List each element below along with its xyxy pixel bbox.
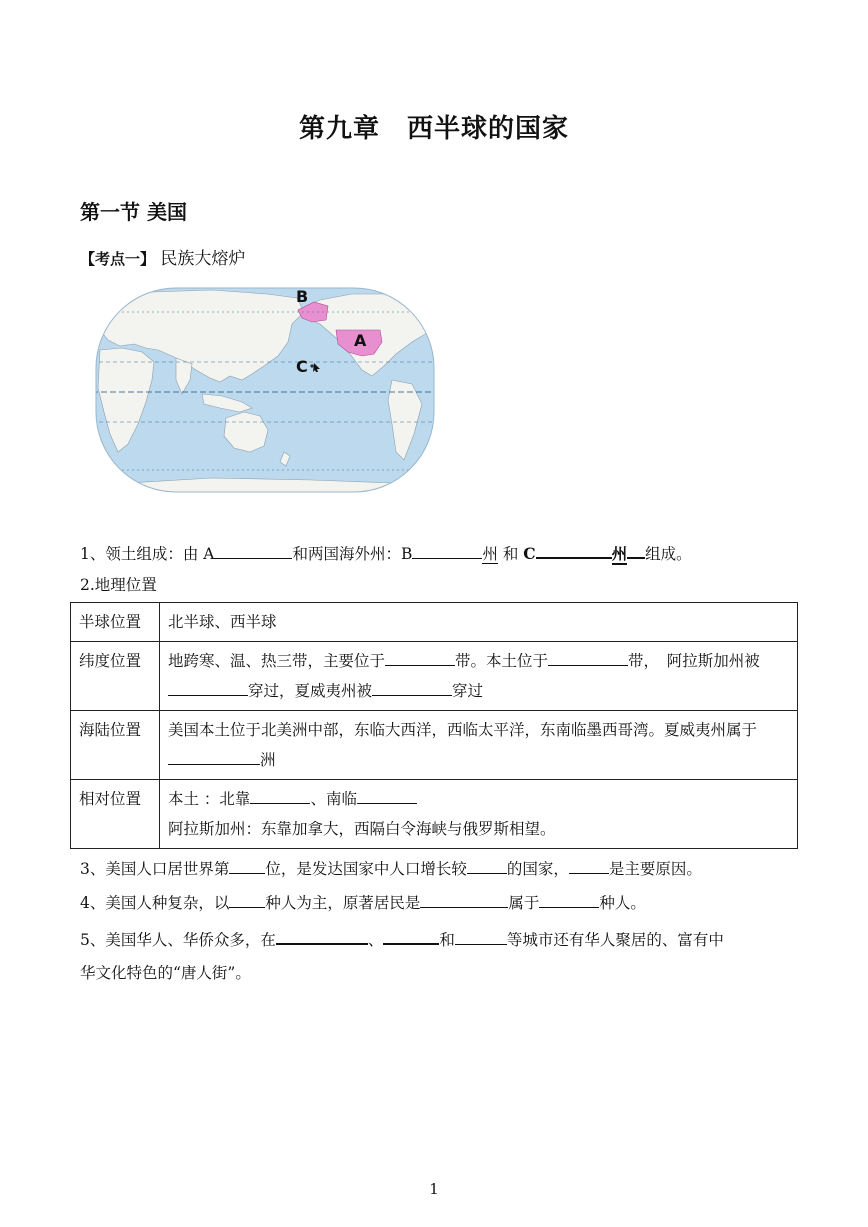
- hawaii-marker: [310, 364, 313, 367]
- answer-blank[interactable]: [455, 927, 507, 945]
- section-heading: 第一节 美国: [80, 200, 187, 224]
- page-title: 第九章 西半球的国家: [298, 114, 569, 144]
- exam-point-heading: [80, 244, 245, 269]
- question-5-continued: 华文化特色的“唐人街”。: [80, 964, 251, 982]
- answer-blank[interactable]: [467, 856, 507, 874]
- answer-blank[interactable]: [250, 786, 310, 804]
- answer-blank[interactable]: [168, 678, 248, 696]
- exam-point-tag: 【考点一】: [80, 250, 156, 268]
- question-3: 3、美国人口居世界第 位，是发达国家中人口增长较 的国家， 是主要原因。: [80, 856, 702, 880]
- row-label: 海陆位置: [71, 711, 160, 780]
- answer-blank[interactable]: [412, 541, 482, 559]
- question-1: 1、领土组成：由 A 和两国海外州：B 州 和 C 州 组成。: [80, 540, 692, 565]
- answer-blank[interactable]: [372, 678, 452, 696]
- table-row: [71, 780, 798, 849]
- question-2-heading: 2.地理位置: [80, 576, 157, 594]
- question-5: 5、美国华人、华侨众多，在 、 和 等城市还有华人聚居的、富有中: [80, 926, 724, 951]
- answer-blank[interactable]: [357, 786, 417, 804]
- answer-blank[interactable]: [229, 856, 265, 874]
- map-label-b: B: [296, 287, 309, 306]
- answer-blank[interactable]: [569, 856, 609, 874]
- answer-blank[interactable]: [276, 926, 368, 945]
- map-label-c: C: [296, 357, 308, 376]
- question-4: 4、美国人种复杂，以 种人为主，原著居民是 属于 种人。: [80, 890, 646, 914]
- row-content: 美国本土位于北美洲中部，东临大西洋，西临太平洋，东南临墨西哥湾。夏威夷州属于洲: [160, 711, 798, 780]
- row-label: 纬度位置: [71, 642, 160, 711]
- map-label-a: A: [354, 331, 367, 350]
- table-row: [71, 642, 798, 711]
- answer-blank[interactable]: [420, 890, 508, 908]
- row-content: 地跨寒、温、热三带，主要位于 带。本土位于 带， 阿拉斯加州被穿过，夏威夷州被 穿过: [160, 642, 798, 711]
- page-number: 1: [429, 1180, 439, 1198]
- exam-point-text: 民族大熔炉: [160, 249, 246, 269]
- row-label: 相对位置: [71, 780, 160, 849]
- answer-blank[interactable]: [548, 648, 628, 666]
- answer-blank[interactable]: [385, 648, 455, 666]
- answer-blank[interactable]: [536, 540, 612, 559]
- answer-blank[interactable]: [627, 540, 645, 559]
- answer-blank[interactable]: [383, 926, 439, 945]
- table-row: [71, 603, 798, 642]
- answer-blank[interactable]: [229, 890, 265, 908]
- row-content: 北半球、西半球: [160, 603, 798, 642]
- row-label: 半球位置: [71, 603, 160, 642]
- row-content: 本土 ：北靠 、南临 阿拉斯加州：东靠加拿大，西隔白令海峡与俄罗斯相望。: [160, 780, 798, 849]
- world-map: [92, 284, 438, 496]
- geography-table: [70, 602, 798, 849]
- answer-blank[interactable]: [168, 747, 260, 765]
- table-row: [71, 711, 798, 780]
- answer-blank[interactable]: [539, 890, 599, 908]
- answer-blank[interactable]: [214, 541, 292, 559]
